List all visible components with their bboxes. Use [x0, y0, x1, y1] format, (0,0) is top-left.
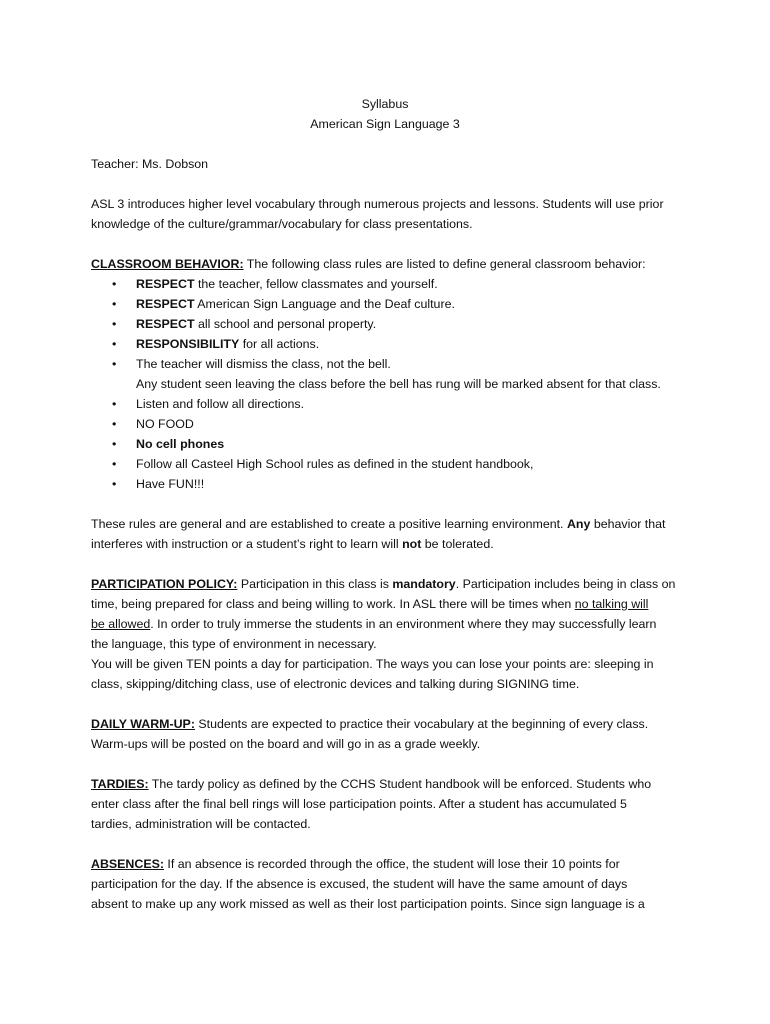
- warmup-heading: DAILY WARM-UP:: [91, 717, 195, 731]
- title-block: [0, 94, 770, 134]
- tardies-line-1: TARDIES: The tardy policy as defined by the CCHS Student handbook will be enforced. Students who: [91, 777, 652, 791]
- list-item: • Have FUN!!!: [112, 477, 205, 491]
- list-item: • No cell phones: [112, 437, 225, 451]
- list-item: • RESPECT American Sign Language and the Deaf culture.: [112, 297, 455, 311]
- document-title: Syllabus: [361, 97, 409, 111]
- classroom-behavior-intro: CLASSROOM BEHAVIOR: The following class rules are listed to define general classroom behavior:: [91, 257, 646, 271]
- classroom-behavior-heading: CLASSROOM BEHAVIOR:: [91, 257, 244, 271]
- intro-line-1: ASL 3 introduces higher level vocabulary through numerous projects and lessons. Students will use prior: [91, 197, 664, 211]
- absences-line-2: participation for the day. If the absence is excused, the student will have the same amount of days: [91, 877, 628, 891]
- participation-line-5: You will be given TEN points a day for participation. The ways you can lose your points are: sleeping in: [91, 657, 654, 671]
- teacher-line: Teacher: Ms. Dobson: [91, 157, 209, 171]
- participation-heading: PARTICIPATION POLICY:: [91, 577, 238, 591]
- tardies-line-2: enter class after the final bell rings will lose participation points. After a student has accumulated 5: [91, 797, 627, 811]
- absences-heading: ABSENCES:: [91, 857, 164, 871]
- tardies-heading: TARDIES:: [91, 777, 149, 791]
- participation-line-6: class, skipping/ditching class, use of electronic devices and talking during SIGNING time.: [91, 677, 580, 691]
- list-item: • RESPECT the teacher, fellow classmates and yourself.: [112, 277, 438, 291]
- classroom-rules-list: [91, 274, 691, 494]
- absences-line-1: ABSENCES: If an absence is recorded through the office, the student will lose their 10 points for: [91, 857, 620, 871]
- participation-line-3: be allowed. In order to truly immerse the students in an environment where they may successfully learn: [91, 617, 657, 631]
- intro-line-2: knowledge of the culture/grammar/vocabulary for class presentations.: [91, 217, 473, 231]
- list-item: • RESPECT all school and personal property.: [112, 317, 377, 331]
- list-item: • Follow all Casteel High School rules as defined in the student handbook,: [112, 457, 534, 471]
- document-body: [91, 94, 691, 914]
- general-rules-line-2: interferes with instruction or a student’s right to learn will not be tolerated.: [91, 537, 494, 551]
- list-item: • RESPONSIBILITY for all actions.: [112, 337, 320, 351]
- list-item: • Listen and follow all directions.: [112, 397, 305, 411]
- document-subtitle: American Sign Language 3: [310, 117, 460, 131]
- list-item: • NO FOOD: [112, 417, 194, 431]
- participation-line-1: PARTICIPATION POLICY: Participation in this class is mandatory. Participation includes being in class on: [91, 577, 676, 591]
- general-rules-line-1: These rules are general and are established to create a positive learning environment. Any behavior that: [91, 517, 666, 531]
- list-item: • The teacher will dismiss the class, not the bell. Any student seen leaving the class before the bell has rung will be marked absent for that class.: [112, 357, 661, 391]
- participation-line-2: time, being prepared for class and being willing to work. In ASL there will be times when no talking will: [91, 597, 649, 611]
- tardies-line-3: tardies, administration will be contacted.: [91, 817, 311, 831]
- absences-line-3: absent to make up any work missed as well as their lost participation points. Since sign language is a: [91, 897, 645, 911]
- warmup-line-2: Warm-ups will be posted on the board and will go in as a grade weekly.: [91, 737, 481, 751]
- dismiss-continuation: Any student seen leaving the class before the bell has rung will be marked absent for that class.: [136, 377, 661, 391]
- participation-line-4: the language, this type of environment in necessary.: [91, 637, 377, 651]
- warmup-line-1: DAILY WARM-UP: Students are expected to practice their vocabulary at the beginning of every class.: [91, 717, 649, 731]
